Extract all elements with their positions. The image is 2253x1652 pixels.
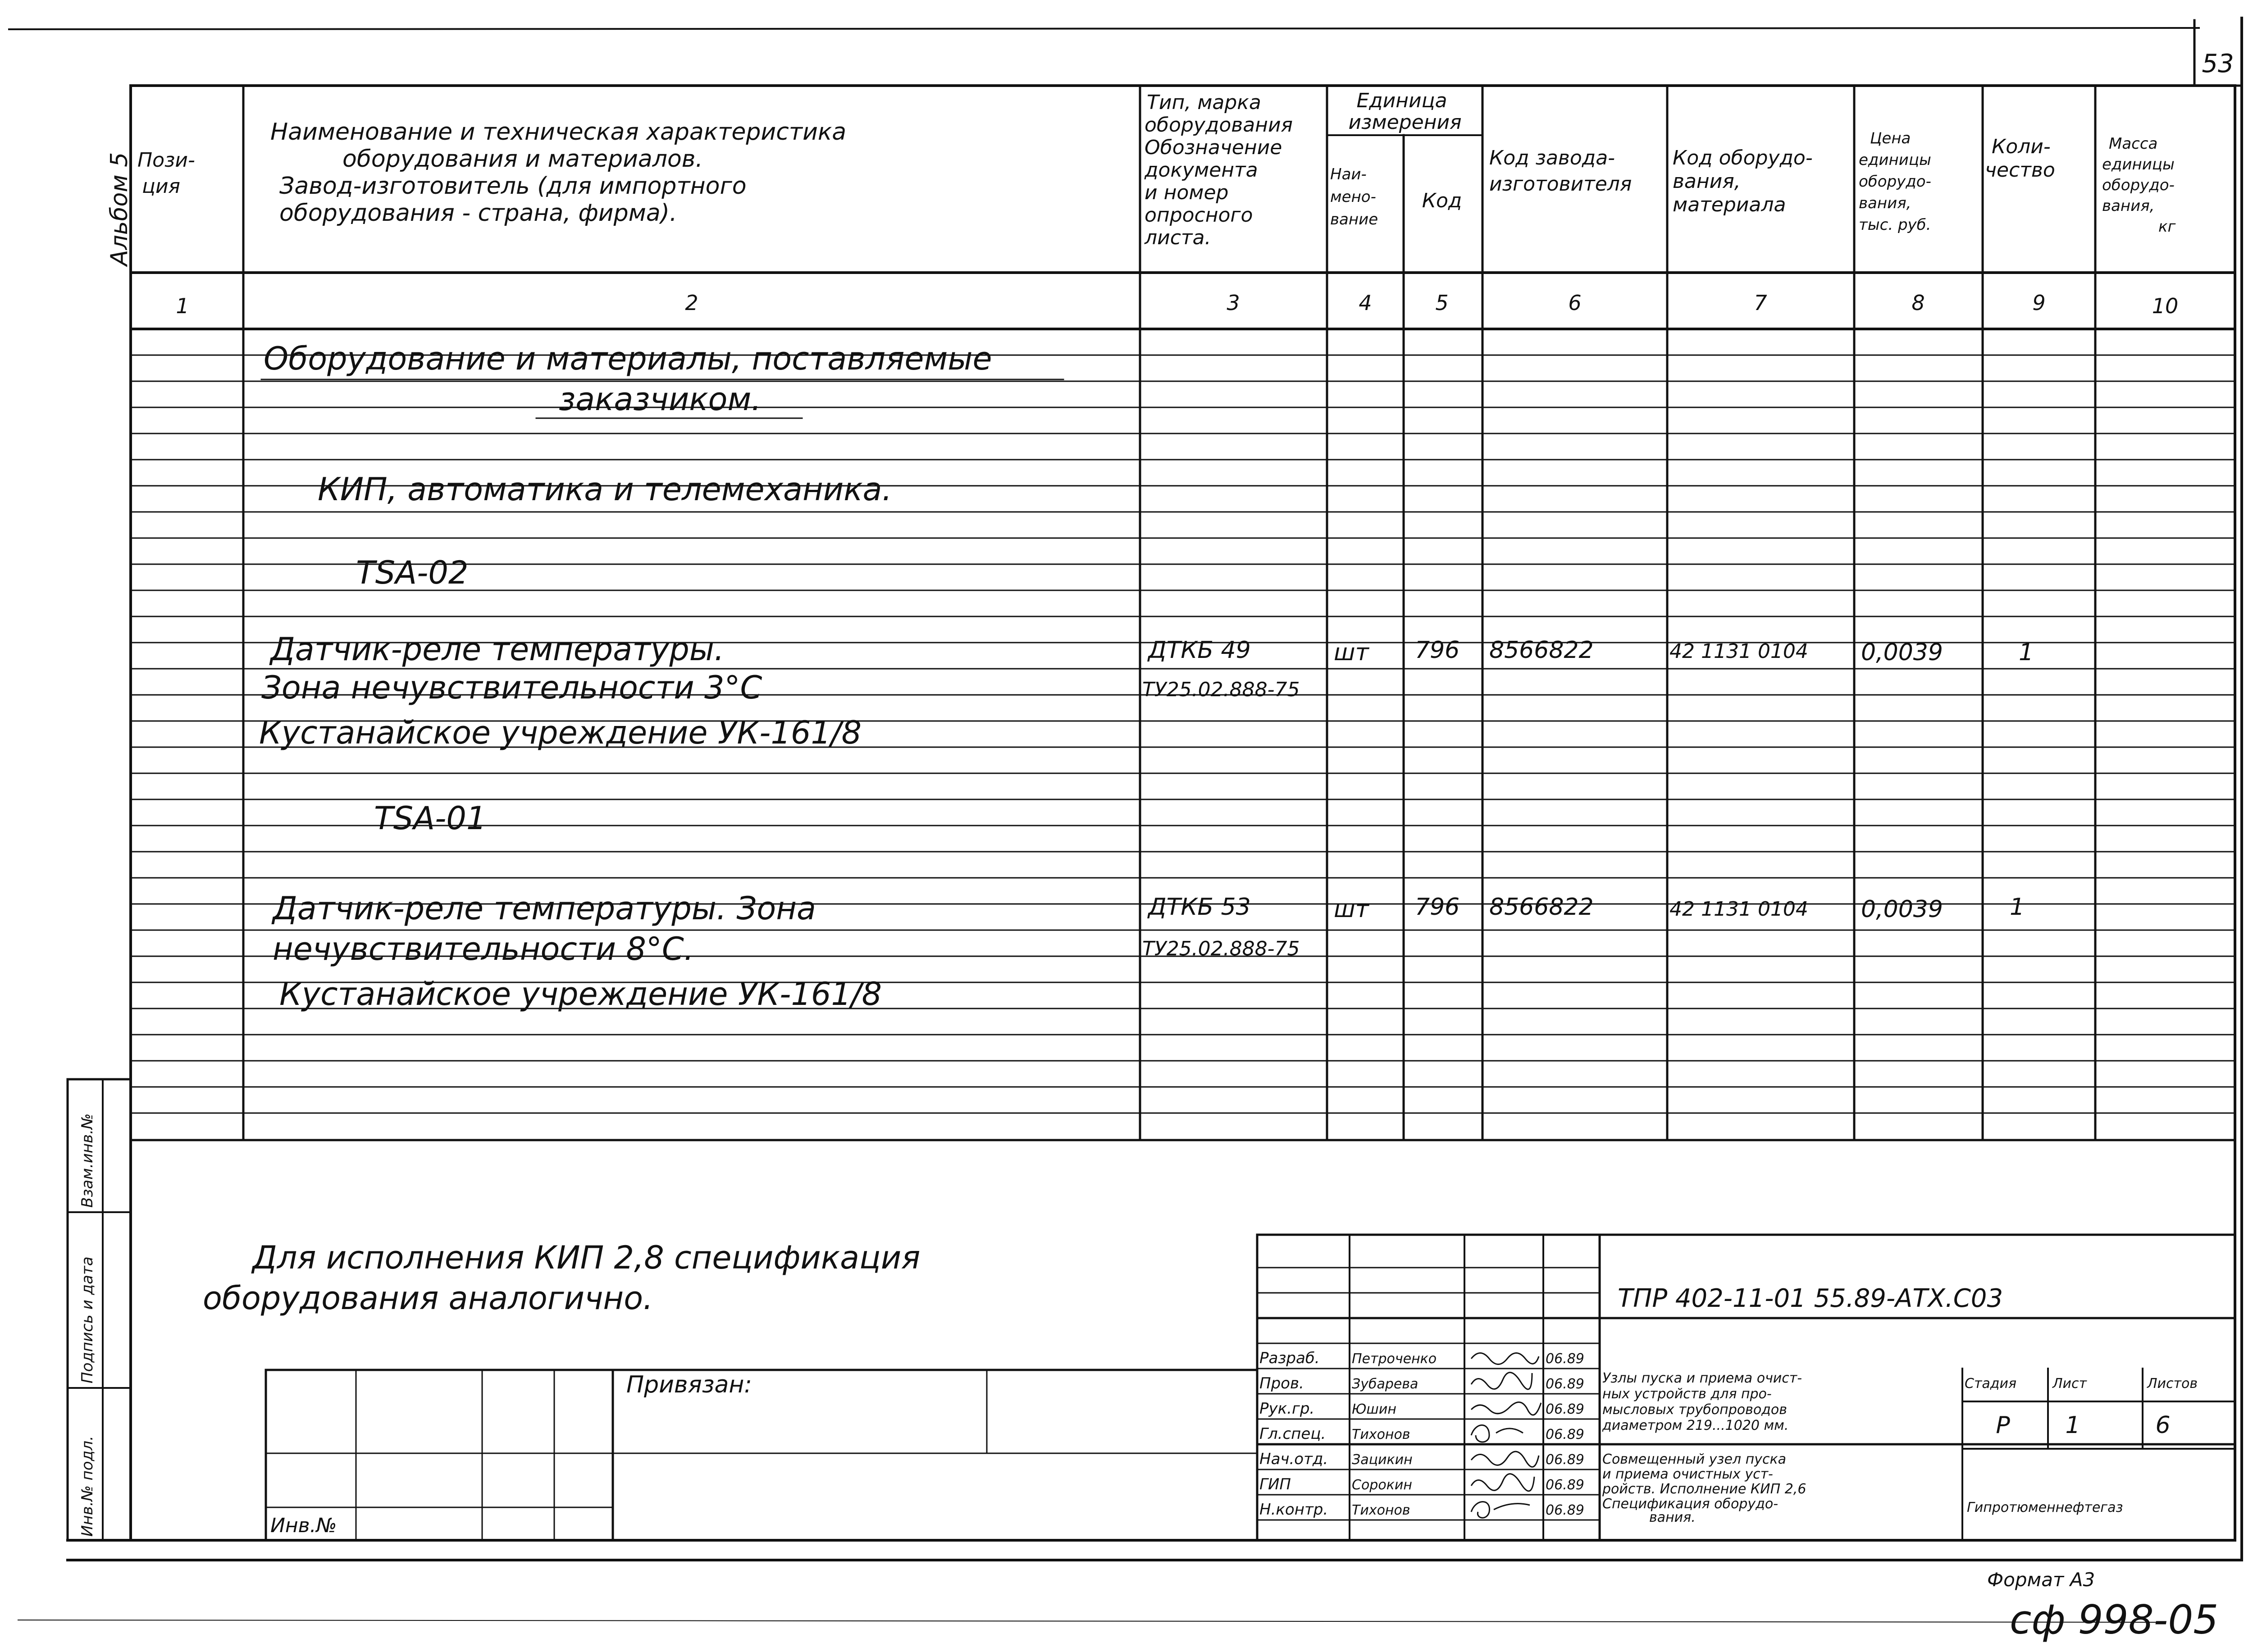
header-col1 bbox=[137, 149, 201, 198]
album-label: Альбом 5 bbox=[106, 152, 133, 266]
staff-date: 06.89 bbox=[1546, 1376, 1584, 1392]
sheet-label: Лист bbox=[2052, 1376, 2087, 1392]
side-stamp-signature-date: Подпись и дата bbox=[78, 1256, 96, 1383]
header-unit-line: Единица bbox=[1356, 89, 1447, 112]
header-col2-line: оборудования - страна, фирма). bbox=[279, 200, 677, 227]
staff-role: Нач.отд. bbox=[1259, 1450, 1328, 1468]
header-col7-line: материала bbox=[1673, 193, 1786, 216]
header-col10-line: кг bbox=[2158, 218, 2176, 236]
column-number: 1 bbox=[176, 294, 189, 318]
stage-value: Р bbox=[1996, 1412, 2010, 1439]
item1-qty: 1 bbox=[2019, 639, 2034, 666]
staff-date: 06.89 bbox=[1546, 1502, 1584, 1518]
inventory-number-label: Инв.№ bbox=[270, 1514, 337, 1537]
header-col4 bbox=[1330, 165, 1381, 228]
stage-label: Стадия bbox=[1965, 1376, 2017, 1392]
header-col6-line: изготовителя bbox=[1489, 173, 1632, 196]
title-description-1 bbox=[1602, 1370, 1806, 1433]
item1-unit-code: 796 bbox=[1415, 637, 1460, 664]
item2-name: Датчик-реле температуры. Зона bbox=[273, 890, 816, 927]
staff-date: 06.89 bbox=[1546, 1452, 1584, 1468]
header-col3-line: Обозначение bbox=[1145, 136, 1282, 159]
group-label-tsa02: TSA-02 bbox=[356, 554, 469, 591]
staff-role: Рук.гр. bbox=[1259, 1400, 1315, 1418]
item1-unit: шт bbox=[1334, 639, 1369, 666]
item2-qty: 1 bbox=[2010, 894, 2025, 921]
title2-line: и приема очистных уст- bbox=[1602, 1466, 1773, 1482]
item1-name: Датчик-реле температуры. bbox=[270, 631, 725, 668]
header-col6-line: Код завода- bbox=[1489, 146, 1615, 169]
header-col4-line: мено- bbox=[1330, 188, 1376, 206]
header-col2-line: Завод-изготовитель (для импортного bbox=[279, 173, 747, 200]
title2-line: вания. bbox=[1649, 1510, 1696, 1525]
section-heading: Оборудование и материалы, поставляемые bbox=[264, 340, 992, 377]
title-description-2 bbox=[1602, 1451, 1811, 1525]
staff-name: Зубарева bbox=[1352, 1376, 1418, 1392]
title1-line: ных устройств для про- bbox=[1602, 1386, 1772, 1402]
header-col3-line: листа. bbox=[1145, 226, 1211, 249]
header-col4-line: Наи- bbox=[1330, 165, 1367, 183]
subsection-heading: КИП, автоматика и телемеханика. bbox=[318, 471, 892, 508]
title2-line: Совмещенный узел пуска bbox=[1602, 1451, 1786, 1467]
column-number: 5 bbox=[1435, 291, 1449, 315]
header-col3-line: Тип, марка bbox=[1147, 91, 1261, 114]
header-col8-line: единицы bbox=[1859, 151, 1931, 169]
header-col10-line: оборудо- bbox=[2102, 176, 2175, 194]
item1-spec: Зона нечувствительности 3°С bbox=[261, 669, 762, 706]
signature-scribbles bbox=[1471, 1353, 1541, 1518]
table-body bbox=[259, 340, 2034, 1013]
sheet-value: 1 bbox=[2065, 1412, 2080, 1439]
header-col3-line: документа bbox=[1145, 159, 1258, 182]
privyazan-label: Привязан: bbox=[626, 1371, 752, 1398]
staff-name: Тихонов bbox=[1352, 1427, 1410, 1442]
header-col1-line: ция bbox=[142, 175, 181, 198]
column-number: 3 bbox=[1227, 291, 1240, 315]
staff-date: 06.89 bbox=[1546, 1351, 1584, 1367]
header-col8-line: Цена bbox=[1870, 129, 1911, 147]
column-number-row bbox=[176, 291, 2178, 318]
item2-manufacturer: Кустанайское учреждение УК-161/8 bbox=[279, 976, 882, 1013]
staff-role: Пров. bbox=[1259, 1374, 1304, 1392]
header-unit-group bbox=[1348, 89, 1461, 134]
item1-type: ДТКБ 49 bbox=[1148, 637, 1251, 664]
side-stamp-replacement: Взам.инв.№ bbox=[78, 1113, 96, 1208]
header-col2-line: оборудования и материалов. bbox=[342, 146, 703, 173]
column-number: 8 bbox=[1911, 291, 1925, 315]
header-col1-line: Пози- bbox=[137, 149, 195, 172]
header-col8 bbox=[1859, 129, 1936, 234]
section-heading-cont: заказчиком. bbox=[559, 381, 762, 418]
sheets-value: 6 bbox=[2155, 1412, 2171, 1439]
header-col8-line: тыс. руб. bbox=[1859, 216, 1931, 234]
item1-item-code: 42 1131 0104 bbox=[1669, 640, 1808, 663]
side-stamp-inventory: Инв.№ подл. bbox=[78, 1436, 96, 1537]
frame-lines bbox=[9, 18, 2242, 1622]
item1-type-doc: ТУ25.02.888-75 bbox=[1142, 678, 1300, 701]
header-col6 bbox=[1489, 146, 1632, 196]
title1-line: диаметром 219...1020 мм. bbox=[1602, 1418, 1789, 1433]
header-col10-line: вания, bbox=[2102, 197, 2155, 215]
header-col7-line: вания, bbox=[1673, 170, 1741, 193]
header-col5: Код bbox=[1422, 189, 1462, 212]
item2-type: ДТКБ 53 bbox=[1148, 894, 1251, 921]
staff-role: ГИП bbox=[1259, 1475, 1291, 1493]
header-col3 bbox=[1144, 91, 1299, 249]
title2-line: Спецификация оборудо- bbox=[1602, 1496, 1779, 1512]
header-col4-line: вание bbox=[1330, 210, 1378, 228]
header-col7 bbox=[1673, 146, 1819, 216]
title2-line: ройств. Исполнение КИП 2,6 bbox=[1602, 1481, 1806, 1497]
column-number: 10 bbox=[2152, 294, 2179, 318]
header-col9 bbox=[1985, 135, 2057, 182]
group-label-tsa01: TSA-01 bbox=[374, 800, 487, 837]
item2-item-code: 42 1131 0104 bbox=[1669, 898, 1808, 921]
staff-role: Разраб. bbox=[1259, 1349, 1320, 1367]
document-code: ТПР 402-11-01 55.89-АТХ.С03 bbox=[1618, 1284, 2003, 1313]
item2-spec: нечувствительности 8°С. bbox=[273, 931, 694, 967]
header-col7-line: Код оборудо- bbox=[1673, 146, 1813, 169]
header-col3-line: оборудования bbox=[1145, 114, 1293, 137]
header-col2 bbox=[270, 119, 854, 227]
header-col8-line: вания, bbox=[1859, 194, 1911, 212]
header-col3-line: опросного bbox=[1145, 204, 1253, 227]
staff-date: 06.89 bbox=[1546, 1477, 1584, 1493]
item2-unit-code: 796 bbox=[1415, 894, 1460, 921]
column-number: 2 bbox=[685, 291, 698, 315]
format-label: Формат А3 bbox=[1987, 1569, 2095, 1591]
column-number: 7 bbox=[1754, 291, 1767, 315]
column-number: 6 bbox=[1568, 291, 1582, 315]
header-col9-line: чество bbox=[1985, 159, 2055, 182]
title1-line: мысловых трубопроводов bbox=[1602, 1402, 1787, 1418]
header-col3-line: и номер bbox=[1145, 181, 1229, 204]
title1-line: Узлы пуска и приема очист- bbox=[1602, 1370, 1802, 1386]
sheets-label: Листов bbox=[2147, 1376, 2198, 1392]
staff-name: Зацикин bbox=[1352, 1452, 1413, 1468]
note-line: Для исполнения КИП 2,8 спецификация bbox=[252, 1239, 921, 1276]
column-headers bbox=[137, 89, 2180, 249]
header-col9-line: Коли- bbox=[1992, 135, 2051, 158]
header-unit-line: измерения bbox=[1348, 111, 1462, 134]
item1-manufacturer: Кустанайское учреждение УК-161/8 bbox=[259, 714, 862, 751]
item2-factory-code: 8566822 bbox=[1489, 894, 1594, 921]
staff-date: 06.89 bbox=[1546, 1401, 1584, 1417]
bottom-code: сф 998-05 bbox=[2010, 1597, 2219, 1643]
staff-name: Сорокин bbox=[1352, 1477, 1412, 1493]
item2-unit: шт bbox=[1334, 896, 1369, 923]
header-col2-line: Наименование и техническая характеристика bbox=[270, 119, 847, 146]
staff-name: Юшин bbox=[1352, 1401, 1396, 1417]
column-number: 4 bbox=[1359, 291, 1372, 315]
item1-factory-code: 8566822 bbox=[1489, 637, 1594, 664]
staff-role: Н.контр. bbox=[1259, 1501, 1328, 1519]
item1-price: 0,0039 bbox=[1861, 639, 1943, 666]
staff-role: Гл.спец. bbox=[1259, 1425, 1326, 1443]
header-col10 bbox=[2102, 135, 2180, 236]
staff-name: Тихонов bbox=[1352, 1502, 1410, 1518]
item2-price: 0,0039 bbox=[1861, 896, 1943, 923]
staff-date: 06.89 bbox=[1546, 1427, 1584, 1442]
title-block bbox=[1259, 1284, 2198, 1525]
note-line: оборудования аналогично. bbox=[203, 1280, 653, 1317]
page-number: 53 bbox=[2202, 49, 2234, 78]
header-col10-line: Масса bbox=[2109, 135, 2158, 153]
organization-name: Гипротюменнефтегаз bbox=[1967, 1500, 2123, 1515]
item2-type-doc: ТУ25.02.888-75 bbox=[1142, 937, 1300, 960]
staff-name: Петроченко bbox=[1352, 1351, 1437, 1367]
header-col10-line: единицы bbox=[2102, 155, 2175, 173]
column-number: 9 bbox=[2032, 291, 2046, 315]
header-col8-line: оборудо- bbox=[1859, 173, 1931, 191]
